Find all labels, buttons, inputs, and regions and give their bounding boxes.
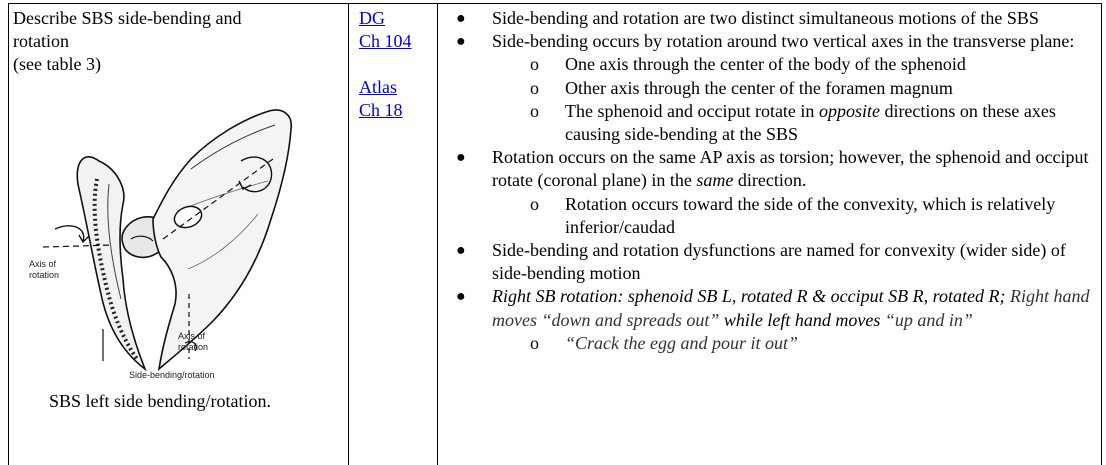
sub-bullet-icon: o bbox=[530, 332, 539, 353]
sub-bullet-text: “Crack the egg and pour it out” bbox=[565, 332, 798, 353]
list-item bbox=[438, 285, 1101, 331]
list-item bbox=[438, 239, 1101, 285]
reference-link-atlas[interactable] bbox=[359, 76, 403, 122]
italic-text: Right SB rotation: sphenoid SB L, rotated R & occiput SB R, rotated R; bbox=[492, 286, 1006, 307]
sub-bullet-text: Rotation occurs toward the side of the convexity, which is relatively inferior/caudad bbox=[565, 193, 1056, 237]
question-line: (see table 3) bbox=[13, 54, 101, 74]
question-line: Describe SBS side-bending and bbox=[13, 8, 242, 28]
axis-label-bottom-2: rotation bbox=[178, 342, 209, 352]
reference-atlas-source[interactable]: Atlas bbox=[359, 77, 397, 97]
text-run: directions on these axes causing side-bending at the SBS bbox=[565, 100, 1056, 145]
italic-text: while left hand moves bbox=[719, 309, 881, 330]
text-run: Rotation occurs on the same AP axis as torsion; however, the sphenoid and occiput rotate (coronal plane) in the bbox=[492, 147, 1089, 191]
italic-text: “up and in” bbox=[880, 309, 973, 330]
list-item bbox=[438, 30, 1101, 53]
axis-label-bottom-1: Axis of bbox=[178, 331, 206, 341]
question-line: rotation bbox=[13, 31, 69, 51]
sub-list-item bbox=[438, 193, 1101, 239]
reference-dg-chapter[interactable]: Ch 104 bbox=[359, 31, 412, 51]
bullet-icon: ● bbox=[456, 242, 466, 260]
sub-bullet-text bbox=[565, 101, 1056, 144]
bullet-text: Side-bending and rotation dysfunctions are named for convexity (wider side) of side-bending motion bbox=[492, 240, 1066, 284]
reference-link-dg[interactable] bbox=[359, 7, 412, 53]
list-item bbox=[438, 7, 1101, 30]
bullet-icon: ● bbox=[456, 10, 466, 27]
bullet-text bbox=[492, 286, 1089, 329]
axis-label-left-1: Axis of bbox=[29, 259, 57, 269]
emphasis-text: same bbox=[696, 170, 734, 191]
sub-bullet-text: Other axis through the center of the foramen magnum bbox=[565, 77, 953, 98]
emphasis-text: opposite bbox=[818, 100, 880, 121]
notes-table bbox=[8, 3, 1102, 465]
bullet-icon: ● bbox=[456, 288, 466, 306]
text-run: The sphenoid and occiput rotate in bbox=[565, 100, 819, 121]
sub-bullet-icon: o bbox=[530, 54, 539, 75]
bullet-icon: ● bbox=[456, 33, 466, 51]
sub-bullet-icon: o bbox=[530, 77, 539, 98]
sub-bullet-text: One axis through the center of the body of the sphenoid bbox=[565, 54, 966, 75]
sub-list-item bbox=[438, 100, 1101, 146]
sub-bullet-icon: o bbox=[530, 100, 539, 121]
sbs-illustration bbox=[13, 89, 309, 384]
bullet-icon: ● bbox=[456, 149, 466, 167]
sub-bullet-icon: o bbox=[530, 193, 539, 214]
italic-text: Right hand moves “down and spreads out” bbox=[492, 286, 1090, 330]
reference-dg-source[interactable]: DG bbox=[359, 8, 385, 28]
axis-label-left-2: rotation bbox=[29, 270, 60, 280]
text-run: direction. bbox=[733, 170, 807, 191]
figure-title: Side-bending/rotation bbox=[129, 370, 215, 380]
sub-list-item bbox=[438, 332, 1101, 355]
list-item bbox=[438, 146, 1101, 192]
bullet-text bbox=[492, 147, 1089, 190]
answer-cell bbox=[438, 4, 1101, 465]
figure-caption: SBS left side bending/rotation. bbox=[49, 391, 271, 411]
bullet-text: Side-bending occurs by rotation around two vertical axes in the transverse plane: bbox=[492, 31, 1075, 52]
question-text bbox=[13, 7, 333, 76]
question-cell bbox=[9, 4, 349, 465]
sub-list-item bbox=[438, 77, 1101, 100]
answer-list bbox=[438, 7, 1101, 355]
reference-atlas-chapter[interactable]: Ch 18 bbox=[359, 100, 403, 120]
bullet-text: Side-bending and rotation are two distinct simultaneous motions of the SBS bbox=[492, 8, 1039, 28]
references-cell bbox=[349, 4, 438, 465]
sub-list-item bbox=[438, 53, 1101, 76]
